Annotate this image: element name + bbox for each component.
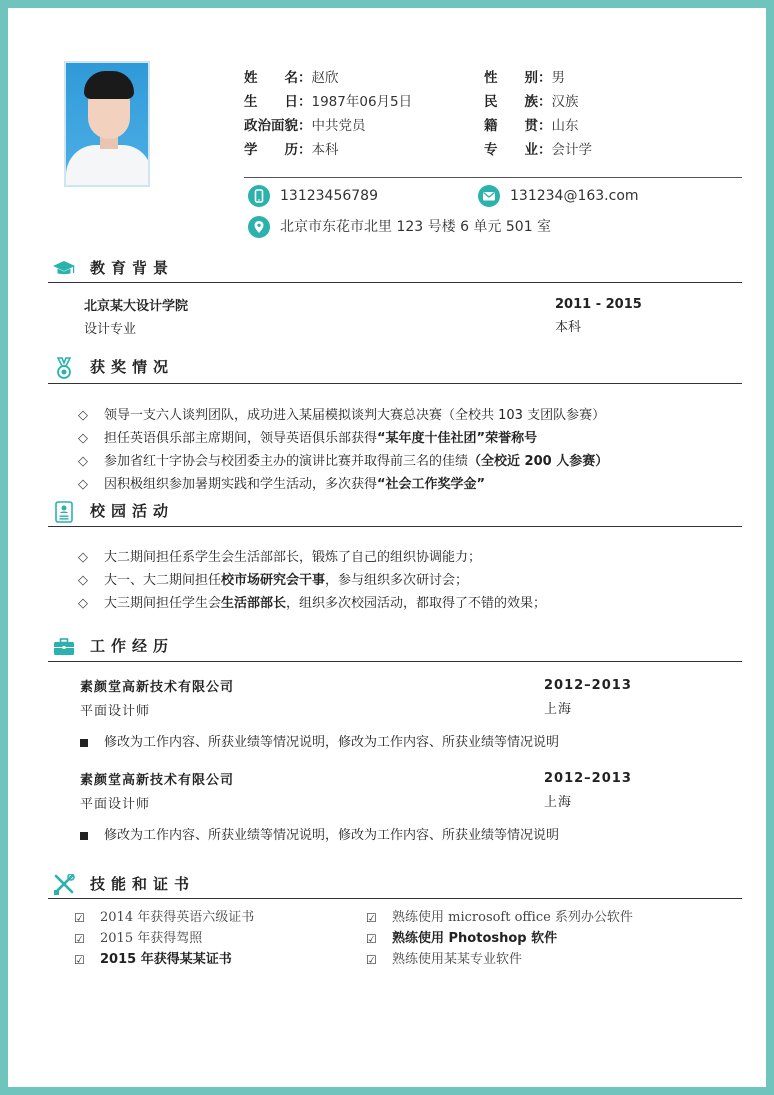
email-icon (478, 185, 500, 207)
diamond-bullet-icon: ◇ (78, 454, 88, 469)
avatar (64, 61, 150, 187)
checkbox-icon: ☑ (74, 932, 85, 946)
contact-email (478, 184, 639, 208)
section-title-education: 教育背景 (52, 256, 174, 280)
info-name: 姓 名：赵欣 (244, 70, 339, 86)
info-major: 专 业：会计学 (484, 142, 592, 158)
square-bullet-icon (80, 832, 88, 840)
education-period: 2011 - 2015 (555, 297, 642, 312)
section-title-campus: 校园活动 (52, 499, 174, 523)
skill-item: ☑ 2015 年获得某某证书 (74, 952, 232, 967)
medal-icon (52, 357, 76, 379)
section-title-skills: 技能和证书 (52, 872, 195, 896)
list-item: ◇ 大二期间担任系学生会生活部部长，锻炼了自己的组织协调能力； (78, 550, 482, 565)
section-divider (48, 526, 742, 527)
info-ethnicity: 民 族：汉族 (484, 94, 579, 110)
skill-item: ☑ 2014 年获得英语六级证书 (74, 910, 255, 925)
tools-icon (52, 874, 76, 896)
section-divider (48, 661, 742, 662)
education-major: 设计专业 (84, 322, 137, 337)
contact-address (248, 215, 551, 239)
skill-item: ☑ 熟练使用 Photoshop 软件 (366, 931, 558, 946)
section-title-awards: 获奖情况 (52, 355, 174, 379)
checkbox-icon: ☑ (74, 911, 85, 925)
work-period: 2012–2013 (544, 771, 632, 786)
info-education: 学 历：本科 (244, 142, 339, 158)
location-pin-icon (248, 216, 270, 238)
header-divider (244, 177, 742, 178)
checkbox-icon: ☑ (366, 911, 377, 925)
list-item: ◇ 担任英语俱乐部主席期间，领导英语俱乐部获得“某年度十佳社团”荣誉称号 (78, 431, 538, 446)
diamond-bullet-icon: ◇ (78, 477, 88, 492)
email-text: 131234@163.com (510, 188, 639, 204)
list-item: ◇ 因积极组织参加暑期实践和学生活动，多次获得“社会工作奖学金” (78, 477, 486, 492)
work-city: 上海 (544, 795, 573, 810)
section-title-work: 工作经历 (52, 634, 174, 658)
resume-page (8, 8, 766, 1087)
skill-item: ☑ 熟练使用某某专业软件 (366, 952, 523, 967)
phone-text: 13123456789 (280, 188, 378, 204)
checkbox-icon: ☑ (366, 932, 377, 946)
diamond-bullet-icon: ◇ (78, 596, 88, 611)
diamond-bullet-icon: ◇ (78, 573, 88, 588)
education-school: 北京某大设计学院 (84, 299, 189, 314)
list-item: ◇ 大三期间担任学生会生活部部长，组织多次校园活动，都取得了不错的效果； (78, 596, 547, 611)
list-item: ◇ 领导一支六人谈判团队，成功进入某届模拟谈判大赛总决赛（全校共 103 支团队参赛） (78, 408, 606, 423)
education-degree: 本科 (555, 320, 582, 335)
work-city: 上海 (544, 702, 573, 717)
diamond-bullet-icon: ◇ (78, 431, 88, 446)
id-card-icon (52, 501, 76, 523)
skill-item: ☑ 熟练使用 microsoft office 系列办公软件 (366, 910, 633, 925)
diamond-bullet-icon: ◇ (78, 408, 88, 423)
work-title: 平面设计师 (80, 704, 151, 719)
checkbox-icon: ☑ (74, 953, 85, 967)
work-desc: 修改为工作内容、所获业绩等情况说明，修改为工作内容、所获业绩等情况说明 (80, 827, 559, 845)
info-gender: 性 别：男 (484, 70, 565, 86)
work-company: 素颜堂高新技术有限公司 (80, 773, 235, 788)
work-title: 平面设计师 (80, 797, 151, 812)
briefcase-icon (52, 636, 76, 658)
list-item: ◇ 参加省红十字协会与校团委主办的演讲比赛并取得前三名的佳绩（全校近 200 人参赛） (78, 454, 609, 469)
section-divider (48, 898, 742, 899)
graduation-cap-icon (52, 258, 76, 280)
work-company: 素颜堂高新技术有限公司 (80, 680, 235, 695)
square-bullet-icon (80, 739, 88, 747)
info-political: 政治面貌：中共党员 (244, 118, 366, 134)
diamond-bullet-icon: ◇ (78, 550, 88, 565)
work-period: 2012–2013 (544, 678, 632, 693)
info-hometown: 籍 贯：山东 (484, 118, 579, 134)
section-divider (48, 282, 742, 283)
phone-icon (248, 185, 270, 207)
skill-item: ☑ 2015 年获得驾照 (74, 931, 203, 946)
list-item: ◇ 大一、大二期间担任校市场研究会干事，参与组织多次研讨会； (78, 573, 469, 588)
checkbox-icon: ☑ (366, 953, 377, 967)
address-text: 北京市东花市北里 123 号楼 6 单元 501 室 (280, 219, 552, 235)
info-birthday: 生 日：1987年06月5日 (244, 94, 413, 110)
contact-phone (248, 184, 378, 208)
work-desc: 修改为工作内容、所获业绩等情况说明，修改为工作内容、所获业绩等情况说明 (80, 734, 559, 752)
section-divider (48, 383, 742, 384)
